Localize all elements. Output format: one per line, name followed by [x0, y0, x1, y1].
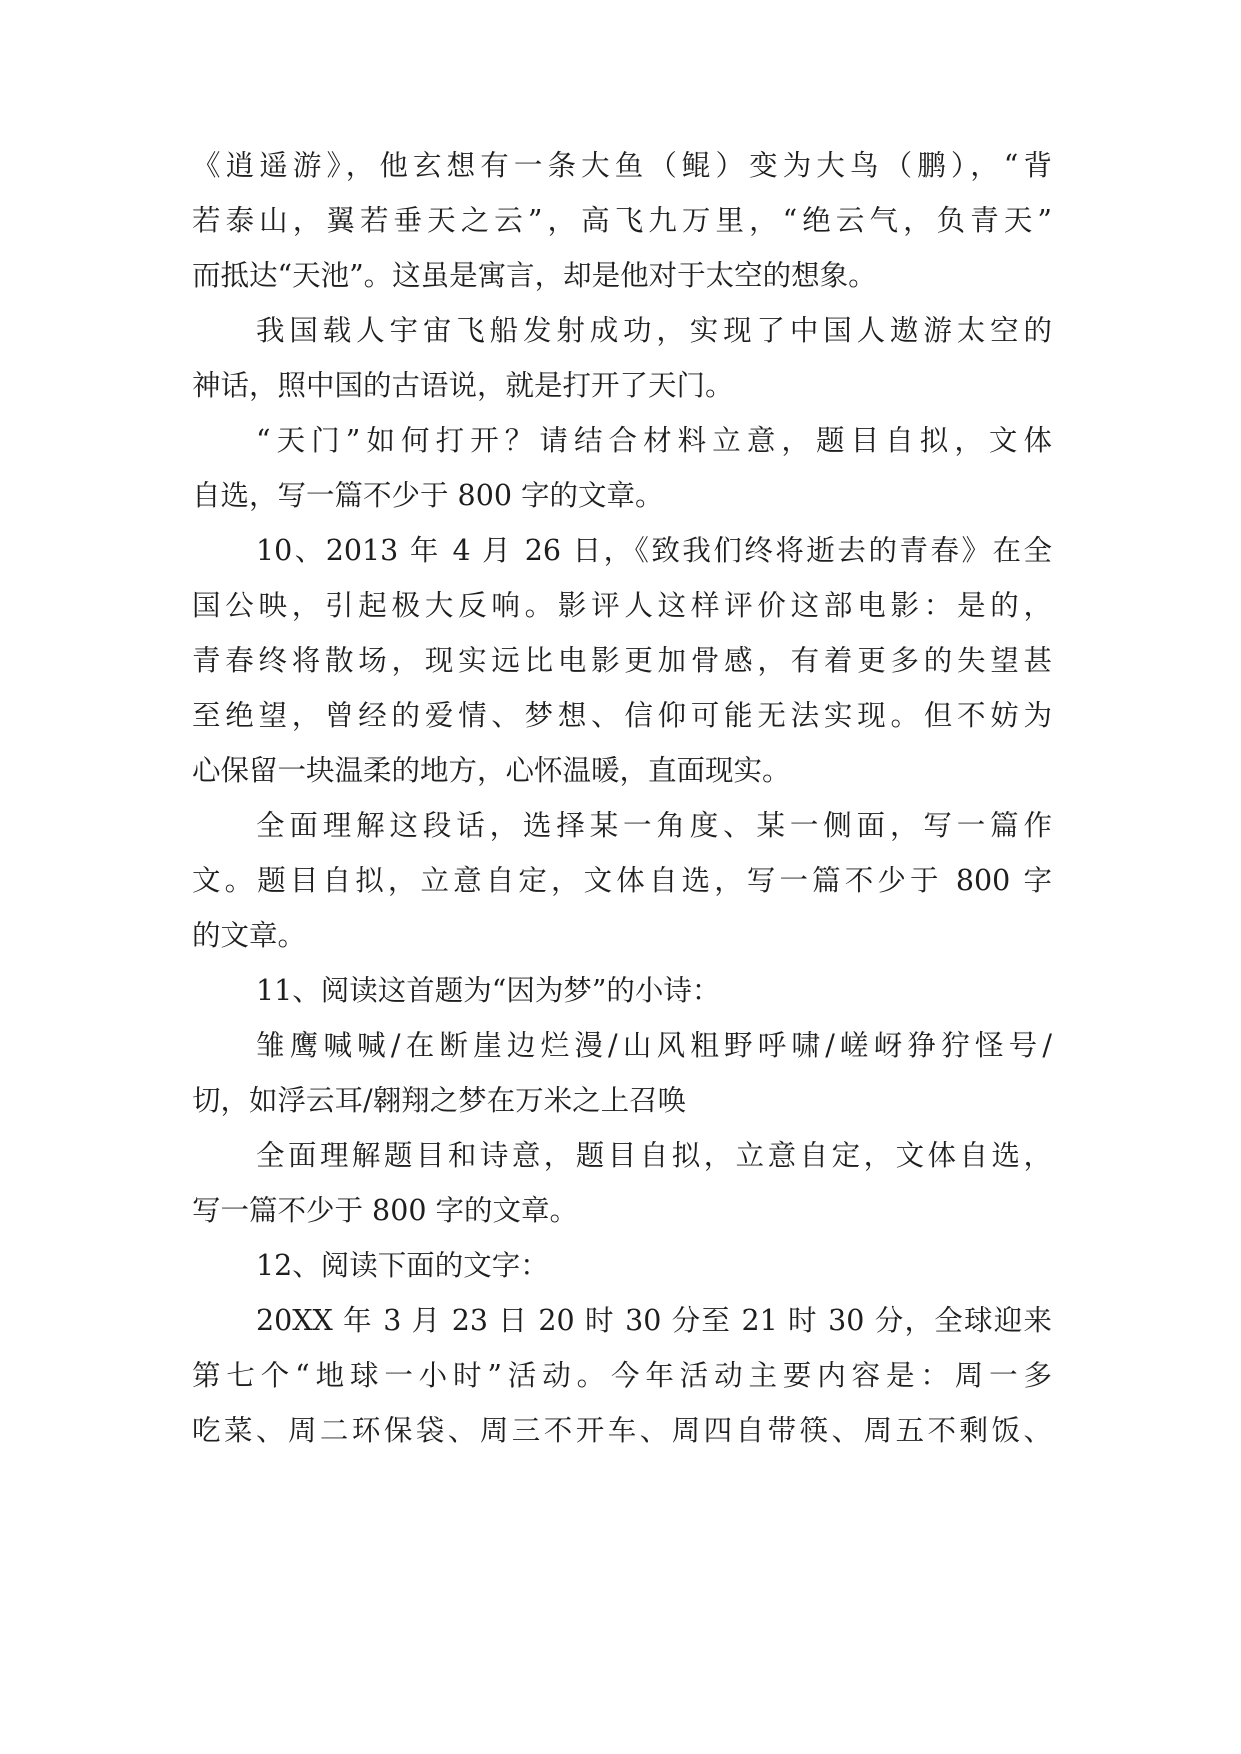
text-line: 我国载人宇宙飞船发射成功，实现了中国人遨游太空的 — [256, 314, 1052, 347]
text-line: 若泰山，翼若垂天之云”，高飞九万里，“绝云气，负青天” — [192, 204, 1052, 237]
text-line: 切，如浮云耳/翱翔之梦在万米之上召唤 — [192, 1084, 687, 1117]
text-line: 全面理解题目和诗意，题目自拟，立意自定，文体自选， — [256, 1139, 1052, 1172]
text-line: 而抵达“天池”。这虽是寓言，却是他对于太空的想象。 — [192, 259, 877, 292]
text-line: 第七个“地球一小时”活动。今年活动主要内容是：周一多 — [192, 1359, 1052, 1392]
text-line: 《逍遥游》，他玄想有一条大鱼（鲲）变为大鸟（鹏），“背 — [192, 149, 1052, 182]
text-line: 全面理解这段话，选择某一角度、某一侧面，写一篇作 — [256, 809, 1052, 842]
text-line: “天门”如何打开？请结合材料立意，题目自拟，文体 — [256, 424, 1052, 457]
text-line: 12、阅读下面的文字： — [256, 1249, 549, 1282]
text-line: 神话，照中国的古语说，就是打开了天门。 — [192, 369, 734, 402]
text-line: 吃菜、周二环保袋、周三不开车、周四自带筷、周五不剩饭、 — [192, 1414, 1052, 1447]
text-line: 20XX 年 3 月 23 日 20 时 30 分至 21 时 30 分，全球迎来 — [256, 1304, 1052, 1337]
text-line: 文。题目自拟，立意自定，文体自选，写一篇不少于 800 字 — [192, 864, 1052, 897]
text-line: 的文章。 — [192, 919, 307, 952]
text-line: 10、2013 年 4 月 26 日，《致我们终将逝去的青春》在全 — [256, 534, 1052, 567]
text-line: 雏鹰喊喊/在断崖边烂漫/山风粗野呼啸/嵯岈狰狞怪号/ — [256, 1029, 1052, 1062]
text-line: 至绝望，曾经的爱情、梦想、信仰可能无法实现。但不妨为 — [192, 699, 1052, 732]
text-line: 心保留一块温柔的地方，心怀温暖，直面现实。 — [192, 754, 791, 787]
text-line: 青春终将散场，现实远比电影更加骨感，有着更多的失望甚 — [192, 644, 1052, 677]
text-line: 11、阅读这首题为“因为梦”的小诗： — [256, 974, 721, 1007]
text-line: 写一篇不少于 800 字的文章。 — [192, 1194, 579, 1227]
text-line: 国公映，引起极大反响。影评人这样评价这部电影：是的， — [192, 589, 1052, 622]
text-line: 自选，写一篇不少于 800 字的文章。 — [192, 479, 664, 512]
